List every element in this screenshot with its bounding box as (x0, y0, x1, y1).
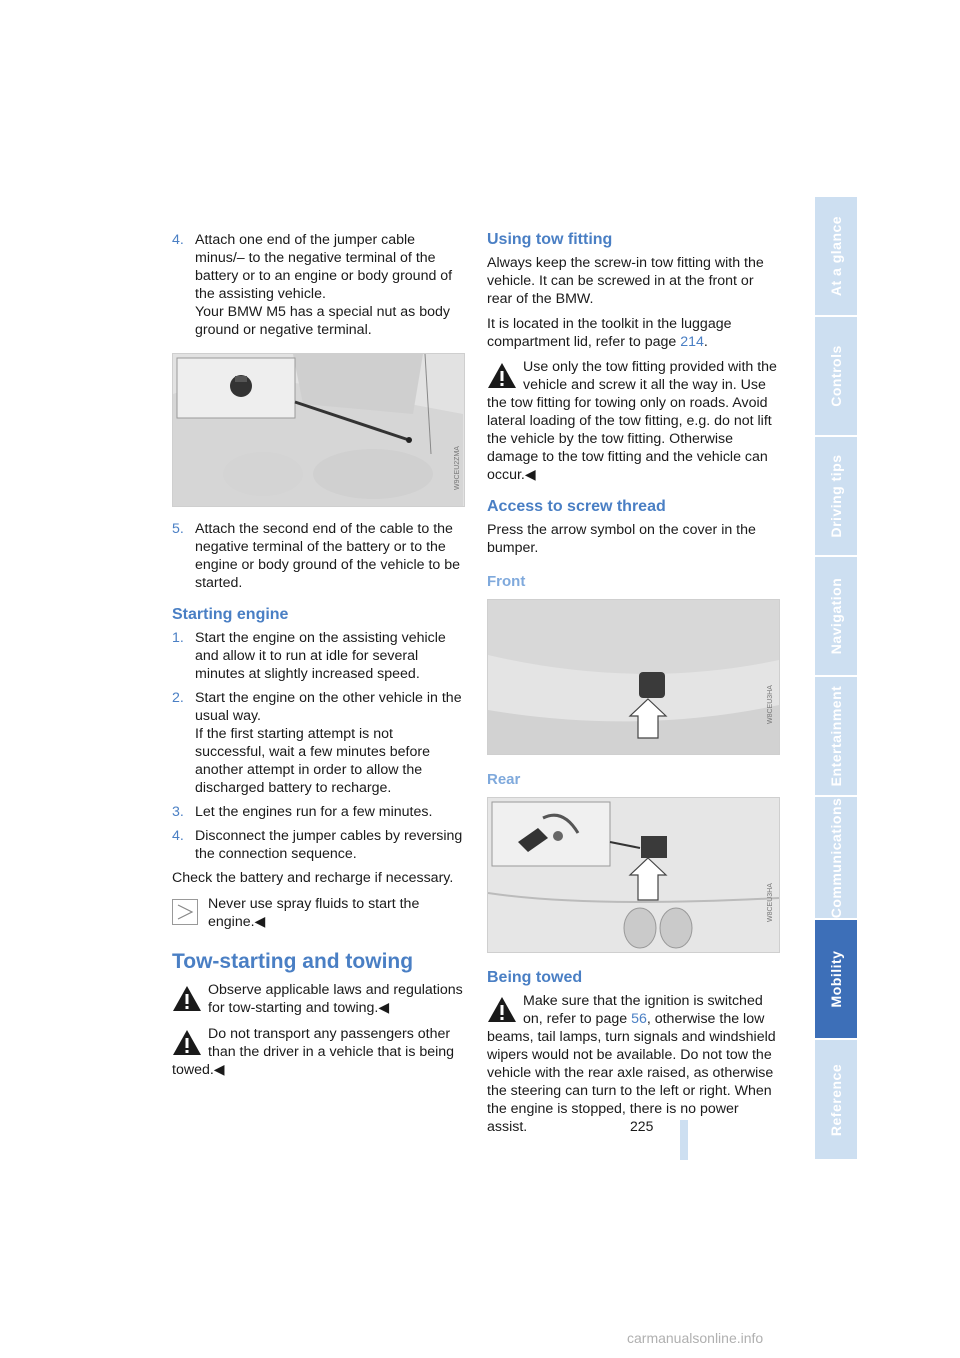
warning-text: Observe applicable laws and regulations for tow-starting and towing.◀ (208, 982, 463, 1016)
step-text-note: Your BMW M5 has a special nut as body ground or negative terminal. (195, 304, 450, 338)
step-text: Attach the second end of the cable to the negative terminal of the battery or to the engine or body ground of the vehicle to be started. (195, 521, 461, 591)
start-step-2 (172, 689, 465, 797)
page-link-214[interactable]: 214 (680, 334, 704, 350)
check-battery-text: Check the battery and recharge if necessary. (172, 870, 454, 886)
start-step-3 (172, 803, 465, 821)
warning-triangle-icon (172, 984, 202, 1012)
tow-warning-2 (172, 1025, 465, 1079)
start-step-1 (172, 629, 465, 683)
rear-heading: Rear (487, 771, 521, 788)
text: Make sure that the ignition is switched on, refer to page (523, 993, 763, 1027)
step-text: Disconnect the jumper cables by reversing the connection sequence. (195, 828, 463, 862)
tow-starting-heading: Tow-starting and towing (172, 950, 414, 973)
step-number: 4. (172, 232, 184, 248)
tab-label: Navigation (828, 577, 844, 655)
step-number: 2. (172, 690, 184, 706)
text: . (703, 334, 708, 350)
step-number: 4. (172, 828, 184, 844)
front-cover-figure (487, 599, 780, 755)
engine-bay-illustration (173, 354, 464, 506)
jumper-step-4 (172, 231, 465, 339)
note-text: Never use spray fluids to start the engine.◀ (208, 896, 420, 930)
spray-note (172, 895, 465, 931)
access-paragraph: Press the arrow symbol on the cover in the bumper. (487, 522, 756, 556)
being-towed-warning (487, 992, 780, 1136)
warning-triangle-icon (487, 361, 517, 389)
step-text: Attach one end of the jumper cable minus/– to the negative terminal of the battery or to an engine or body ground of the assisting vehicle. (195, 232, 453, 302)
figure-code: W8CEU3HA (767, 685, 774, 724)
right-column (487, 231, 780, 1144)
start-step-4 (172, 827, 465, 863)
page-link-56[interactable]: 56 (631, 1011, 647, 1027)
jumper-step-5 (172, 520, 465, 592)
figure-code: W9CEU2ZMA (454, 446, 461, 490)
footer-watermark: carmanualsonline.info (627, 1330, 764, 1346)
tab-label: Entertainment (828, 685, 844, 787)
tab-driving-tips[interactable] (815, 437, 857, 557)
tow-warning-1 (172, 981, 465, 1017)
warning-triangle-icon (172, 1028, 202, 1056)
tab-entertainment[interactable] (815, 677, 857, 797)
page-marker-bar (680, 1120, 688, 1160)
tow-fitting-warning (487, 358, 780, 484)
using-paragraph-2 (487, 315, 780, 351)
front-heading: Front (487, 573, 526, 590)
warning-triangle-icon (487, 995, 517, 1023)
using-paragraph-1: Always keep the screw-in tow fitting with the vehicle. It can be screwed in at the front or rear of the BMW. (487, 255, 764, 307)
step-text: Start the engine on the other vehicle in the usual way. (195, 690, 462, 724)
left-column (172, 231, 465, 1087)
starting-engine-heading: Starting engine (172, 606, 289, 623)
being-towed-heading: Being towed (487, 969, 583, 986)
tab-label: At a glance (828, 215, 844, 297)
rear-bumper-illustration (488, 798, 779, 952)
step-number: 3. (172, 804, 184, 820)
step-number: 1. (172, 630, 184, 646)
warning-text: Do not transport any passengers other than the driver in a vehicle that is being towed.◀ (172, 1026, 455, 1078)
tab-navigation[interactable] (815, 557, 857, 677)
text: , otherwise the low beams, tail lamps, turn signals and windshield wipers would not be available. Do not tow the vehicle with the rear axle raised, as otherwise the steering can turn to the left or right. When the engine is stopped, there is no power assist. (487, 1011, 776, 1135)
tab-communications[interactable] (815, 797, 857, 920)
access-screw-thread-heading: Access to screw thread (487, 498, 666, 515)
step-text: Let the engines run for a few minutes. (195, 804, 433, 820)
text: It is located in the toolkit in the luggage compartment lid, refer to page (487, 316, 732, 350)
tab-controls[interactable] (815, 317, 857, 437)
tab-label: Reference (828, 1063, 844, 1136)
note-arrow-icon (172, 899, 198, 925)
tab-label: Mobility (828, 950, 844, 1008)
step-number: 5. (172, 521, 184, 537)
using-tow-fitting-heading: Using tow fitting (487, 231, 613, 248)
battery-ground-figure (172, 353, 465, 507)
tab-label: Driving tips (828, 454, 844, 538)
step-text: Start the engine on the assisting vehicle and allow it to run at idle for several minutes at slightly increased speed. (195, 630, 446, 682)
figure-code: W8CEU3HA (767, 883, 774, 922)
rear-cover-figure (487, 797, 780, 953)
page-number: 225 (630, 1118, 654, 1134)
step-text-note: If the first starting attempt is not successful, wait a few minutes before another attempt in order to allow the discharged battery to recharge. (195, 726, 430, 796)
tab-label: Communications (828, 797, 844, 918)
front-bumper-illustration (488, 600, 779, 754)
tab-at-a-glance[interactable] (815, 197, 857, 317)
tab-mobility[interactable] (815, 920, 857, 1040)
warning-text: Use only the tow fitting provided with the vehicle and screw it all the way in. Use the tow fitting for towing only on roads. Avoid lateral loading of the tow fitting, e.g. do not lift the vehicle by the tow fitting. Otherwise damage to the tow fitting and the vehicle can occur.◀ (487, 359, 777, 483)
tab-reference[interactable] (815, 1040, 857, 1161)
tab-label: Controls (828, 345, 844, 407)
